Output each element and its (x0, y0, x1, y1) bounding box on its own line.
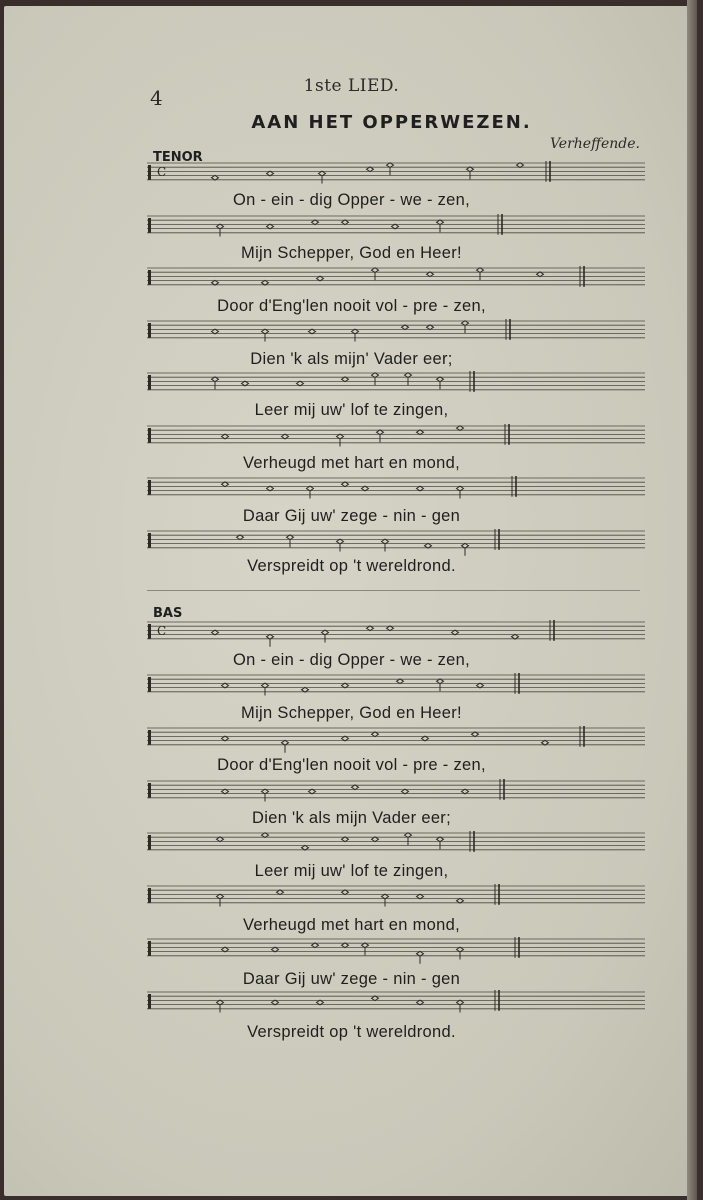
note (342, 220, 349, 225)
note (402, 325, 409, 330)
note (267, 224, 274, 229)
note (392, 224, 399, 229)
note (302, 845, 309, 850)
clef-mark (148, 165, 151, 180)
note (217, 894, 224, 899)
note (452, 630, 459, 635)
clef-mark (148, 480, 151, 495)
note (317, 276, 324, 281)
note (387, 163, 394, 168)
note (217, 1000, 224, 1005)
note (342, 890, 349, 895)
note (457, 947, 464, 952)
note (267, 634, 274, 639)
staff (147, 161, 645, 184)
note (425, 543, 432, 548)
staff (147, 937, 645, 964)
note (262, 329, 269, 334)
note (405, 373, 412, 378)
note (477, 683, 484, 688)
clef-mark (148, 218, 151, 233)
staff (147, 319, 645, 342)
note (297, 381, 304, 386)
note (437, 377, 444, 382)
note (417, 894, 424, 899)
note (262, 280, 269, 285)
note (467, 167, 474, 172)
note (367, 167, 374, 172)
note (312, 220, 319, 225)
note (462, 543, 469, 548)
note (427, 325, 434, 330)
note (242, 381, 249, 386)
note (222, 482, 229, 487)
clef-mark (148, 533, 151, 548)
lyric-line: Dien 'k als mijn Vader eer; (252, 809, 451, 827)
staff (147, 884, 645, 907)
note (262, 789, 269, 794)
note (352, 329, 359, 334)
note (272, 1000, 279, 1005)
song-title: AAN HET OPPERWEZEN. (251, 112, 532, 133)
note (422, 736, 429, 741)
note (307, 486, 314, 491)
note (417, 430, 424, 435)
note (217, 837, 224, 842)
note (372, 996, 379, 1001)
staff (147, 529, 645, 556)
note (362, 943, 369, 948)
staff (147, 476, 645, 499)
note (457, 1000, 464, 1005)
note (472, 732, 479, 737)
clef-mark (148, 888, 151, 903)
staff (147, 424, 645, 447)
staff (147, 214, 645, 237)
clef-mark (148, 835, 151, 850)
song-number: 1ste LIED. (303, 76, 400, 96)
note (437, 220, 444, 225)
note (382, 539, 389, 544)
note (267, 171, 274, 176)
note (417, 1000, 424, 1005)
note (477, 268, 484, 273)
note (342, 943, 349, 948)
note (212, 280, 219, 285)
note (512, 634, 519, 639)
staff (147, 779, 645, 802)
note (217, 224, 224, 229)
page-number: 4 (150, 86, 163, 110)
staff (147, 673, 645, 696)
note (272, 947, 279, 952)
note (342, 377, 349, 382)
note (362, 486, 369, 491)
clef-mark (148, 783, 151, 798)
note (282, 740, 289, 745)
note (222, 736, 229, 741)
note (262, 833, 269, 838)
note (437, 837, 444, 842)
note (277, 890, 284, 895)
note (372, 373, 379, 378)
note (537, 272, 544, 277)
note (372, 268, 379, 273)
note (302, 687, 309, 692)
staff (147, 726, 645, 753)
clef-mark (148, 323, 151, 338)
clef-mark (148, 994, 151, 1009)
note (372, 837, 379, 842)
staff (147, 620, 645, 647)
note (417, 951, 424, 956)
staff (147, 266, 645, 287)
note (222, 947, 229, 952)
note (212, 377, 219, 382)
note (222, 434, 229, 439)
note (402, 789, 409, 794)
staff (147, 831, 645, 852)
note (367, 626, 374, 631)
note (372, 732, 379, 737)
note (322, 630, 329, 635)
note (405, 833, 412, 838)
note (542, 740, 549, 745)
note (342, 482, 349, 487)
staff (147, 990, 645, 1013)
note (342, 837, 349, 842)
note (427, 272, 434, 277)
note (222, 683, 229, 688)
note (437, 679, 444, 684)
note (462, 789, 469, 794)
note (337, 434, 344, 439)
lyric-line: Verspreidt op 't wereldrond. (247, 557, 456, 575)
note (462, 321, 469, 326)
note (337, 539, 344, 544)
lyric-line: Verheugd met hart en mond, (243, 916, 460, 934)
clef-mark (148, 428, 151, 443)
lyric-line: On - ein - dig Opper - we - zen, (232, 651, 471, 669)
note (352, 785, 359, 790)
note (309, 789, 316, 794)
note (319, 171, 326, 176)
lyric-line: Door d'Eng'len nooit vol - pre - zen, (217, 297, 486, 315)
lyric-line: Verheugd met hart en mond, (243, 454, 460, 472)
time-signature: C (157, 624, 167, 638)
staff (147, 371, 645, 392)
note (387, 626, 394, 631)
note (317, 1000, 324, 1005)
clef-mark (148, 730, 151, 745)
lyric-line: Door d'Eng'len nooit vol - pre - zen, (217, 756, 486, 774)
note (267, 486, 274, 491)
clef-mark (148, 677, 151, 692)
lyric-line: Daar Gij uw' zege - nin - gen (242, 970, 461, 988)
note (282, 434, 289, 439)
note (212, 329, 219, 334)
note (309, 329, 316, 334)
note (417, 486, 424, 491)
lyric-line: Mijn Schepper, God en Heer! (241, 244, 462, 262)
note (342, 736, 349, 741)
note (457, 426, 464, 431)
note (222, 789, 229, 794)
voice-label-tenor: TENOR (153, 150, 203, 165)
note (287, 535, 294, 540)
note (312, 943, 319, 948)
note (212, 630, 219, 635)
note (457, 898, 464, 903)
tempo-marking: Verheffende. (549, 136, 640, 152)
note (262, 683, 269, 688)
lyric-line: Verspreidt op 't wereldrond. (247, 1023, 456, 1041)
lyric-line: On - ein - dig Opper - we - zen, (232, 191, 471, 209)
note (517, 163, 524, 168)
clef-mark (148, 624, 151, 639)
lyric-line: Mijn Schepper, God en Heer! (241, 704, 462, 722)
note (457, 486, 464, 491)
note (397, 679, 404, 684)
note (377, 430, 384, 435)
lyric-line: Dien 'k als mijn' Vader eer; (250, 350, 453, 368)
lyric-line: Daar Gij uw' zege - nin - gen (242, 507, 461, 525)
voice-label-bas: BAS (153, 606, 183, 621)
clef-mark (148, 270, 151, 285)
clef-mark (148, 941, 151, 956)
lyric-line: Leer mij uw' lof te zingen, (254, 862, 449, 880)
note (237, 535, 244, 540)
time-signature: C (157, 165, 167, 179)
lyric-line: Leer mij uw' lof te zingen, (254, 401, 449, 419)
note (212, 175, 219, 180)
note (342, 683, 349, 688)
note (382, 894, 389, 899)
clef-mark (148, 375, 151, 390)
